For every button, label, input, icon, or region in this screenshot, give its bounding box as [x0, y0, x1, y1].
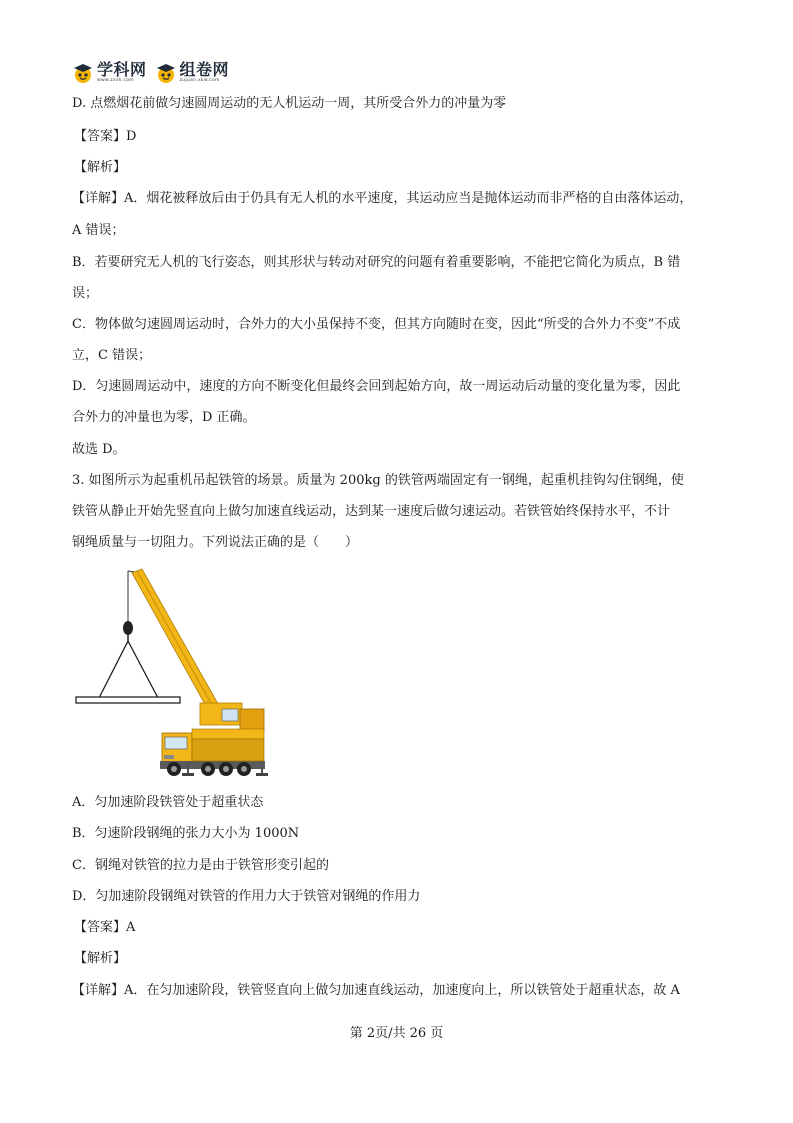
question-3-line1: 3. 如图所示为起重机吊起铁管的场景。质量为 200kg 的铁管两端固定有一钢绳，起重机挂钩勾住钢绳，使 — [72, 473, 684, 488]
option-d-prev: D. 点燃烟花前做匀速圆周运动的无人机运动一周，其所受合外力的冲量为零 — [72, 96, 507, 111]
detail-c-line2: 立，C 错误； — [72, 348, 152, 363]
graduate-cap-icon — [72, 62, 94, 84]
detail-a-line1: 【详解】A．烟花被释放后由于仍具有无人机的水平速度，其运动应当是抛体运动而非严格的自由落体运动， — [72, 191, 693, 206]
detail-c-line1: C．物体做匀速圆周运动时，合外力的大小虽保持不变，但其方向随时在变，因此“所受的合外力不变”不成 — [72, 317, 681, 332]
answer-label: 【答案】A — [74, 920, 136, 935]
detail-d-line2: 合外力的冲量也为零，D 正确。 — [72, 410, 256, 425]
graduate-cap-icon — [155, 62, 177, 84]
option-a: A．匀加速阶段铁管处于超重状态 — [72, 795, 264, 810]
logo-url: www.zxxk.com — [97, 78, 134, 84]
logo-name: 组卷网 — [179, 60, 230, 80]
logo-xuekewang — [72, 62, 147, 84]
question-3-line3: 钢绳质量与一切阻力。下列说法正确的是（ ） — [72, 535, 359, 550]
detail-b-line2: 误； — [72, 286, 99, 301]
logo-name: 学科网 — [97, 60, 147, 80]
detail-d-line1: D．匀速圆周运动中，速度的方向不断变化但最终会回到起始方向，故一周运动后动量的变化量为零，因此 — [72, 379, 681, 394]
detail-a-line1: 【详解】A．在匀加速阶段，铁管竖直向上做匀加速直线运动，加速度向上，所以铁管处于超重状态，故 A — [72, 983, 680, 998]
header-logos — [72, 60, 229, 86]
crane-lifting-pipe-figure — [72, 563, 272, 778]
analysis-label: 【解析】 — [74, 160, 127, 175]
logo-url: zujuan.xkw.com — [179, 78, 220, 84]
option-d: D．匀加速阶段钢绳对铁管的作用力大于铁管对钢绳的作用力 — [72, 889, 421, 904]
option-b: B．匀速阶段钢绳的张力大小为 1000N — [72, 826, 300, 841]
logo-zujuanwang — [155, 62, 230, 84]
question-3-line2: 铁管从静止开始先竖直向上做匀加速直线运动，达到某一速度后做匀速运动。若铁管始终保持水平，不计 — [72, 504, 671, 519]
detail-a-line2: A 错误； — [72, 223, 125, 238]
option-c: C．钢绳对铁管的拉力是由于铁管形变引起的 — [72, 858, 329, 873]
answer-label: 【答案】D — [74, 129, 137, 144]
conclusion: 故选 D。 — [72, 442, 126, 457]
detail-b-line1: B．若要研究无人机的飞行姿态，则其形状与转动对研究的问题有着重要影响，不能把它简化为质点，B 错 — [72, 255, 681, 270]
page-number: 第 2页/共 26 页 — [349, 1026, 444, 1041]
analysis-label: 【解析】 — [74, 951, 127, 966]
